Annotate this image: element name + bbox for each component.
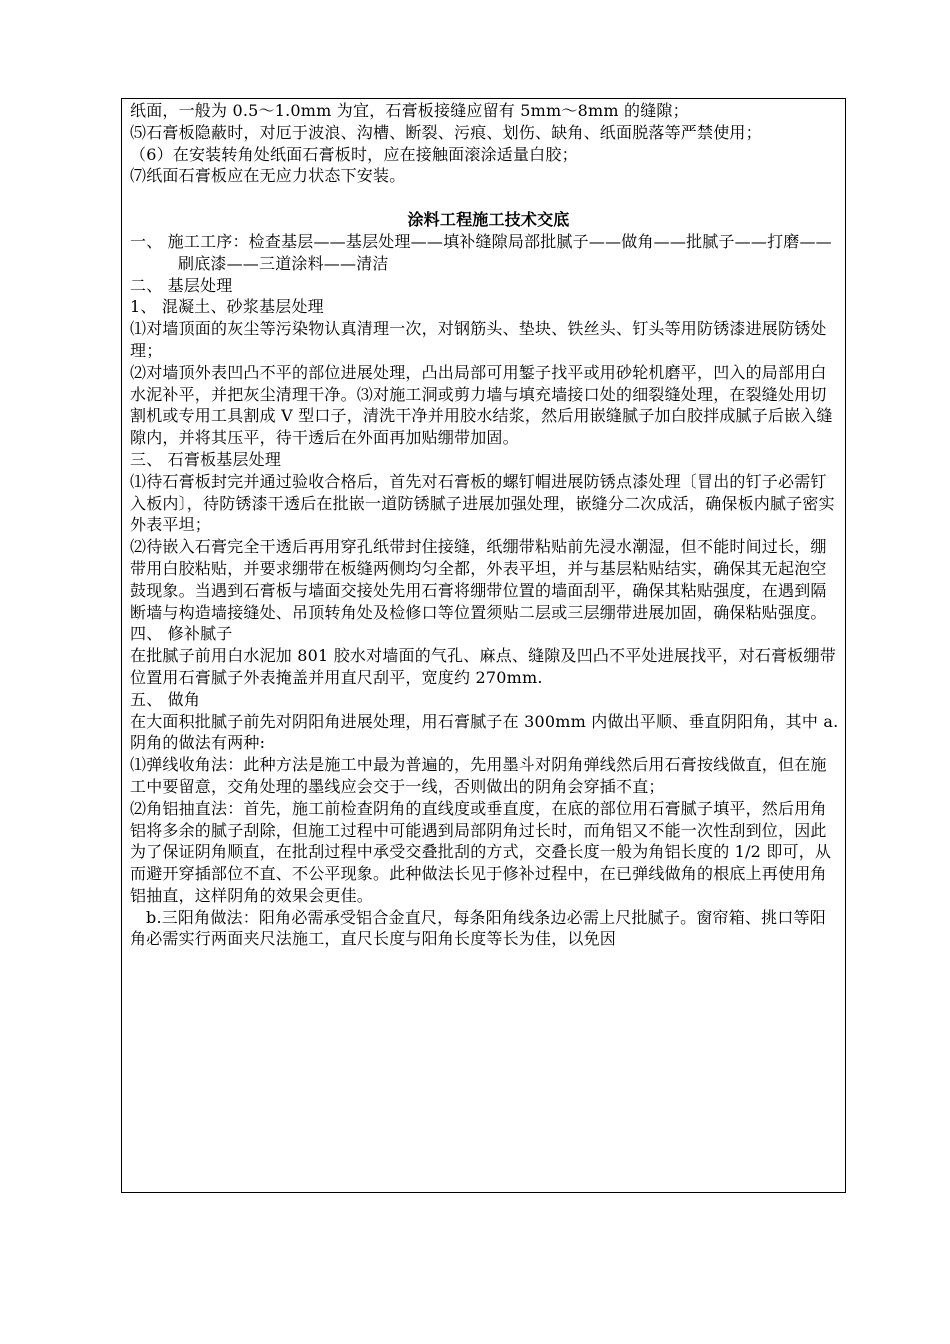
section-2-paragraph: ⑴对墙顶面的灰尘等污染物认真清理一次，对钢筋头、垫块、铁丝头、钉头等用防锈漆进展防锈处理； (130, 319, 827, 360)
document-title: 涂料工程施工技术交底 (407, 210, 570, 230)
section-4-paragraph: 在批腻子前用白水泥加 801 胶水对墙面的气孔、麻点、缝隙及凹凸不平处进展找平，对石膏板绷带位置用石膏腻子外表掩盖并用直尺刮平，宽度约 270mm. (130, 646, 836, 687)
document-body (130, 100, 842, 950)
text-line: ⑺纸面石膏板应在无应力状态下安装。 (130, 166, 406, 186)
section-1-process: 一、 施工工序：检查基层——基层处理——填补缝隙局部批腻子——做角——批腻子——打磨——刷底漆——三道涂料——清洁 (130, 231, 832, 273)
text-line: ⑸石膏板隐蔽时，对厄于波浪、沟槽、断裂、污痕、划伤、缺角、纸面脱落等严禁使用； (130, 122, 762, 142)
section-4-heading: 四、 修补腻子 (130, 624, 233, 644)
section-3-paragraph: ⑵待嵌入石膏完全干透后再用穿孔纸带封住接缝，纸绷带粘贴前先浸水潮湿，但不能时间过长，绷带用白胶粘贴，并要求绷带在板缝两侧均匀全都，外表平坦，并与基层粘贴结实，确保其无起泡空鼓现象。当遇到石膏板与墙面交接处先用石膏将绷带位置的墙面刮平，确保其粘贴强度，在遇到隔断墙与构造墙接缝处、吊顶转角处及检修口等位置须贴二层或三层绷带进展加固，确保粘贴强度。 (130, 537, 827, 622)
section-5-heading: 五、 做角 (130, 689, 201, 709)
section-5-paragraph: 在大面积批腻子前先对阴阳角进展处理，用石膏腻子在 300mm 内做出平顺、垂直阴阳角，其中 a.阴角的做法有两种: (130, 711, 839, 753)
text-line: （6）在安装转角处纸面石膏板时，应在接触面滚涂适量白胶； (130, 144, 578, 164)
section-3-heading: 三、 石膏板基层处理 (130, 449, 282, 469)
section-2-heading: 二、 基层处理 (130, 275, 233, 295)
text-line: 纸面，一般为 0.5～1.0mm 为宜，石膏板接缝应留有 5mm～8mm 的缝隙； (130, 101, 689, 120)
section-5-paragraph: b.三阳角做法：阳角必需承受铝合金直尺，每条阳角线条边必需上尺批腻子。窗帘箱、挑口等阳角必需实行两面夹尺法施工，直尺长度与阳角长度等长为佳，以免因 (130, 907, 826, 949)
section-2-paragraph: ⑵对墙顶外表凹凸不平的部位进展处理，凸出局部可用錾子找平或用砂轮机磨平，凹入的局部用白水泥补平，并把灰尘清理干净。⑶对施工洞或剪力墙与填充墙接口处的细裂缝处理，在裂缝处用切割机或专用工具割成 V 型口子，清洗干净并用胶水结浆，然后用嵌缝腻子加白胶拌成腻子后嵌入缝隙内，并将其压平，待干透后在外面再加贴绷带加固。 (130, 362, 833, 448)
section-5-paragraph: ⑵角铝抽直法：首先，施工前检查阴角的直线度或垂直度，在底的部位用石膏腻子填平，然后用角铝将多余的腻子刮除，但施工过程中可能遇到局部阴角过长时，而角铝又不能一次性刮到位，因此为了保证阴角顺直，在批刮过程中承受交叠批刮的方式，交叠长度一般为角铝长度的 1/2 即可，从而避开穿插部位不直、不公平现象。此种做法长见于修补过程中，在已弹线做角的根底上再使用角铝抽直，这样阴角的效果会更佳。 (130, 798, 832, 905)
section-5-paragraph: ⑴弹线收角法：此种方法是施工中最为普遍的，先用墨斗对阴角弹线然后用石膏按线做直，但在施工中要留意，交角处理的墨线应会交于一线，否则做出的阴角会穿插不直； (130, 755, 827, 796)
section-3-paragraph: ⑴待石膏板封完并通过验收合格后，首先对石膏板的螺钉帽进展防锈点漆处理〔冒出的钉子必需钉入板内〕，待防锈漆干透后在批嵌一道防锈腻子进展加强处理，嵌缝分二次成活，确保板内腻子密实外表平坦； (130, 471, 835, 535)
section-2-subheading: 1、 混凝土、砂浆基层处理 (130, 297, 324, 317)
